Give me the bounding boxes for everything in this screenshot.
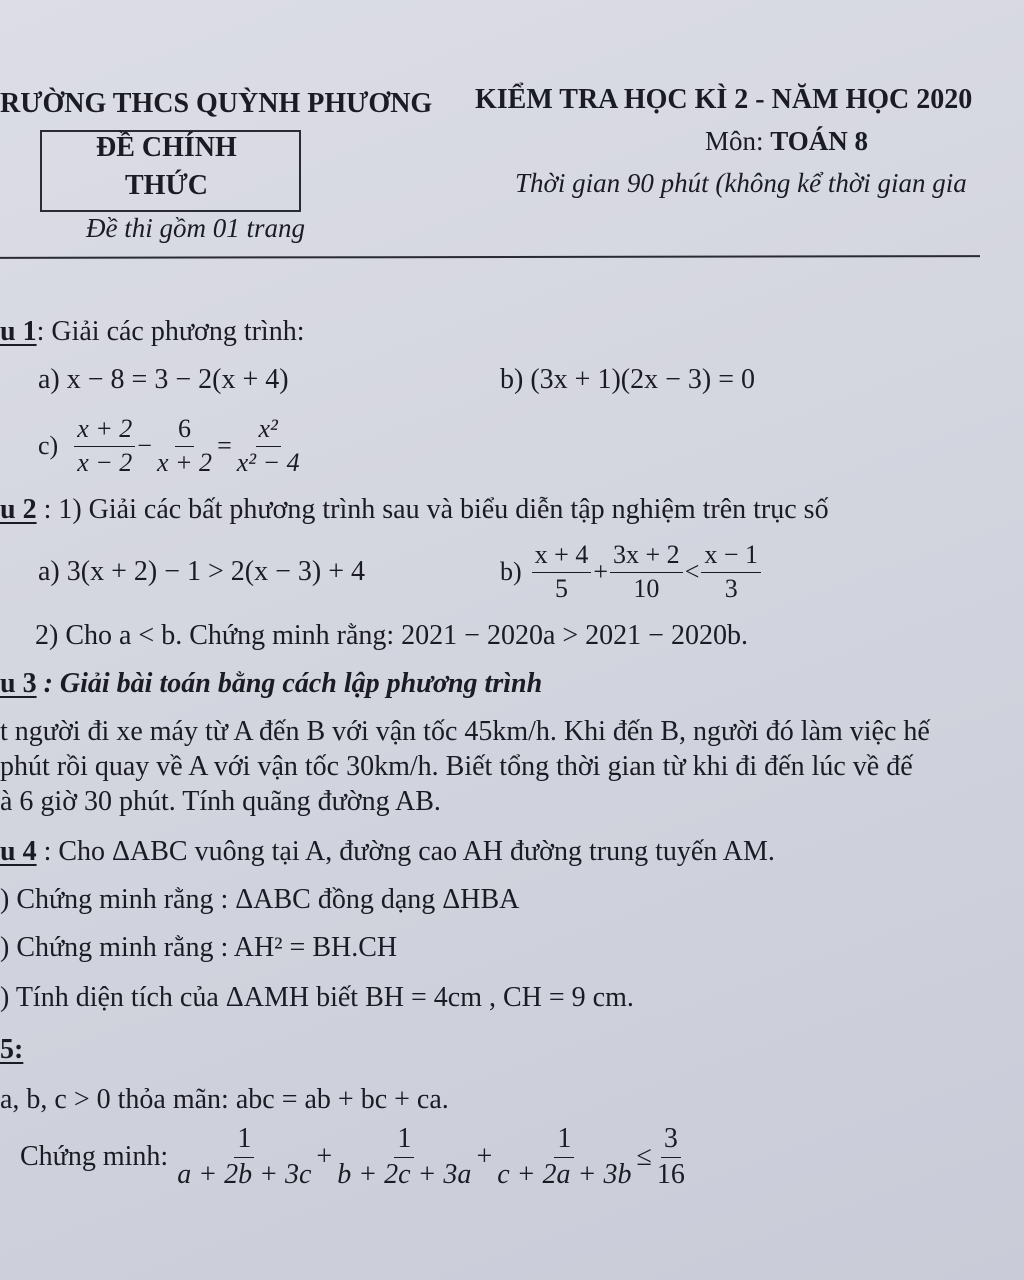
subject-name: TOÁN 8 <box>770 126 869 156</box>
q2-b-fraction-1: $\frac{x + 4}{5}$ <box>532 541 592 603</box>
q1-b: b) (3x + 1)(2x − 3) = 0 <box>500 364 755 395</box>
page-count: Đề thi gồm 01 trang <box>86 213 305 243</box>
q1-c-fraction-2: $\frac{6}{x + 2}$ <box>156 414 213 477</box>
q5-prove-label: Chứng minh: <box>20 1141 169 1173</box>
q1-c-equals: = <box>217 431 232 461</box>
q2-part2: 2) Cho a < b. Chứng minh rằng: 2021 − 2020a > 2021 − 2020b. <box>35 620 748 651</box>
subject-label: Môn: <box>705 126 764 156</box>
exam-title: KIỂM TRA HỌC KÌ 2 - NĂM HỌC 2020 <box>475 84 973 115</box>
q3-line2: phút rồi quay về A với vận tốc 30km/h. Biết tổng thời gian từ khi đi đến lúc về đế <box>0 751 913 782</box>
q1-c-fraction-1: $\frac{x + 2}{x - 2}$ <box>74 415 135 477</box>
q1-a: a) x − 8 = 3 − 2(x + 4) <box>38 364 289 395</box>
q2-b-plus: + <box>593 557 609 587</box>
official-line2: THỨC <box>125 170 208 201</box>
q4-c: ) Tính diện tích của ΔAMH biết BH = 4cm , CH = 9 cm. <box>0 982 634 1013</box>
q2-b <box>500 541 763 603</box>
q3-heading <box>0 668 542 700</box>
q5-fraction-3: $\frac{1}{c + 2a + 3b}$ <box>497 1123 632 1190</box>
q5-plus-2: + <box>476 1141 493 1173</box>
q4-heading <box>0 836 775 868</box>
q1-c <box>38 415 305 477</box>
q5-leq: ≤ <box>636 1141 652 1173</box>
q4-label: u 4 <box>0 836 37 867</box>
q5-label: 5: <box>0 1034 24 1065</box>
q3-intro: : Giải bài toán bằng cách lập phương trình <box>36 668 543 699</box>
q2-b-less-than: < <box>684 557 700 587</box>
q1-c-fraction-3: $\frac{\text{x²}}{\text{x² − 4}}$ <box>236 414 300 477</box>
q3-label: u 3 <box>0 668 37 699</box>
q5-line1: a, b, c > 0 thỏa mãn: abc = ab + bc + ca. <box>0 1084 449 1115</box>
q5-fraction-2: $\frac{1}{b + 2c + 3a}$ <box>337 1123 472 1190</box>
header-divider <box>0 255 980 259</box>
q5-plus-1: + <box>316 1141 333 1173</box>
q2-intro: : 1) Giải các bất phương trình sau và biểu diễn tập nghiệm trên trục số <box>36 494 829 525</box>
q4-intro: : Cho ΔABC vuông tại A, đường cao AH đường trung tuyến AM. <box>36 836 775 867</box>
subject-line <box>705 126 868 157</box>
q2-b-fraction-2: $\frac{3x + 2}{10}$ <box>610 541 683 603</box>
q2-heading <box>0 494 829 526</box>
q5-inequality <box>20 1124 690 1191</box>
q5-fraction-1: $\frac{1}{a + 2b + 3c}$ <box>177 1123 312 1190</box>
q4-a: ) Chứng minh rằng : ΔABC đồng dạng ΔHBA <box>0 884 520 915</box>
q2-label: u 2 <box>0 494 37 525</box>
q1-c-prefix: c) <box>38 431 59 461</box>
q3-line1: t người đi xe máy từ A đến B với vận tốc 45km/h. Khi đến B, người đó làm việc hế <box>0 716 930 747</box>
school-name: RƯỜNG THCS QUỲNH PHƯƠNG <box>0 88 433 119</box>
q2-b-prefix: b) <box>500 557 522 587</box>
q2-b-fraction-3: $\frac{x - 1}{3}$ <box>701 541 761 603</box>
q2-a: a) 3(x + 2) − 1 > 2(x − 3) + 4 <box>38 556 366 587</box>
exam-duration: Thời gian 90 phút (không kể thời gian gia <box>515 168 967 198</box>
q1-label: u 1 <box>0 316 37 347</box>
official-line1: ĐỀ CHÍNH <box>96 132 237 163</box>
q1-heading <box>0 316 305 348</box>
q1-intro: : Giải các phương trình: <box>36 316 305 347</box>
q3-line3: à 6 giờ 30 phút. Tính quãng đường AB. <box>0 786 441 817</box>
q5-fraction-4: $\frac{3}{16}$ <box>656 1123 685 1190</box>
q4-b: ) Chứng minh rằng : AH² = BH.CH <box>0 932 398 963</box>
q1-c-minus: − <box>137 431 152 461</box>
